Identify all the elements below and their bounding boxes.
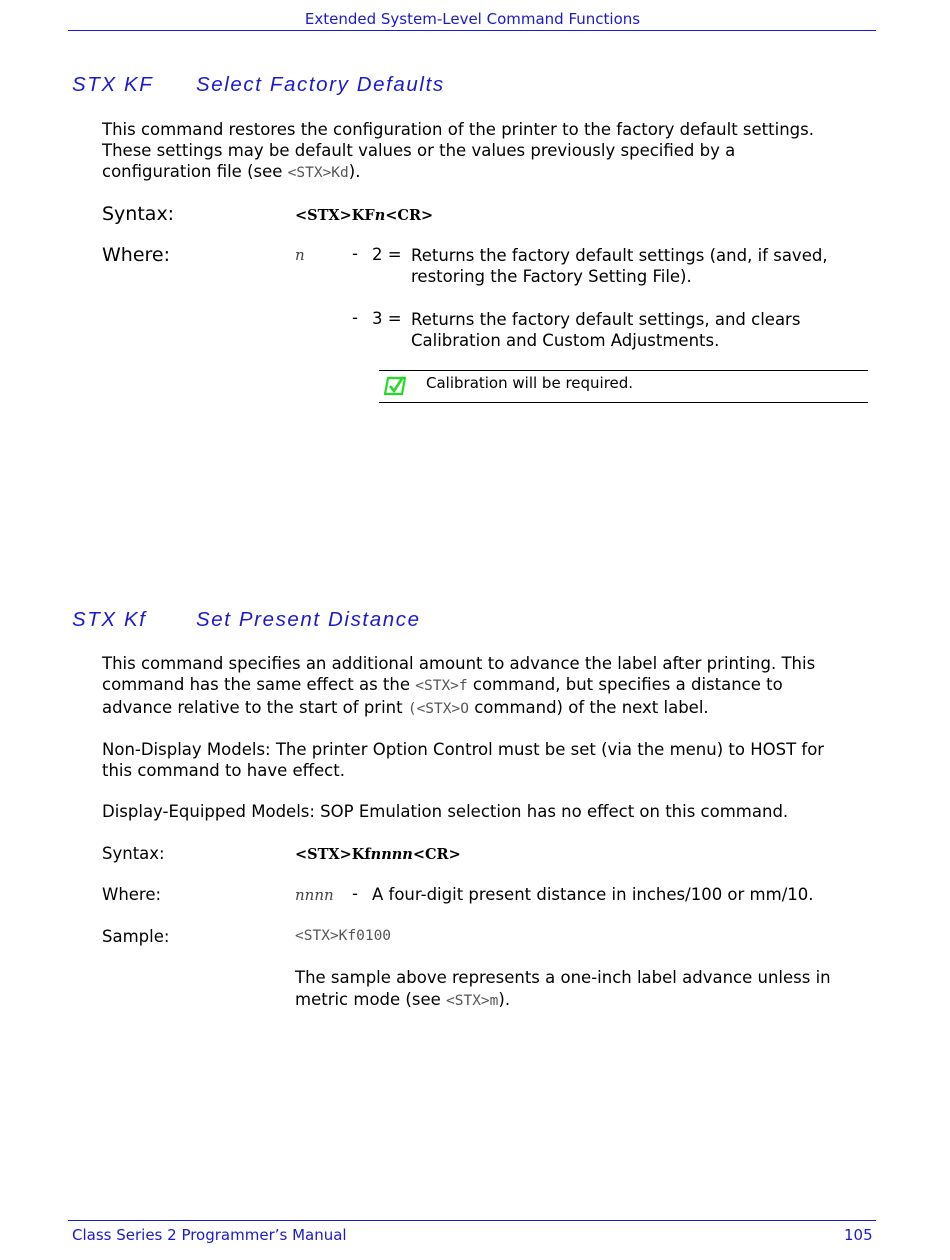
option-dash: - xyxy=(352,308,358,327)
intro-code: <STX>Kd xyxy=(287,165,349,181)
sample-note xyxy=(295,967,885,1012)
non-display-paragraph xyxy=(102,739,882,781)
intro-end: ). xyxy=(348,162,361,181)
intro-text-cont: command, but specifies a distance to advance relative to the start of print xyxy=(102,675,783,717)
param-description: A four-digit present distance in inches/100 or mm/10. xyxy=(372,885,814,904)
intro-code-2: (<STX>O xyxy=(407,701,469,717)
sample-note-code: <STX>m xyxy=(446,993,499,1009)
syntax-param: nnnn xyxy=(370,846,413,863)
command-code: STX KF xyxy=(72,73,154,96)
syntax-value xyxy=(295,844,461,863)
display-equipped-paragraph xyxy=(102,801,882,822)
command-name: Select Factory Defaults xyxy=(196,73,445,96)
section2-intro xyxy=(102,653,882,720)
option-number: 2 = xyxy=(372,245,402,264)
paragraph-text: Display-Equipped Models: SOP Emulation selection has no effect on this command. xyxy=(102,802,789,821)
syntax-suffix: <CR> xyxy=(412,846,461,863)
param-dash: - xyxy=(352,884,358,903)
option-text: Returns the factory default settings, and clears Calibration and Custom Adjustments. xyxy=(411,310,801,350)
intro-code: <STX>f xyxy=(415,678,468,694)
syntax-param: n xyxy=(374,207,386,224)
sample-value: <STX>Kf0100 xyxy=(295,928,392,944)
paragraph-text: Non-Display Models: The printer Option Control must be set (via the menu) to HOST for this command to have effect. xyxy=(102,740,825,780)
command-name: Set Present Distance xyxy=(196,608,421,631)
note-text: Calibration will be required. xyxy=(426,374,634,392)
section-heading-stx-kf xyxy=(72,73,572,99)
syntax-prefix: <STX>KF xyxy=(295,207,375,224)
checkmark-icon xyxy=(384,376,406,396)
param-name: n xyxy=(295,246,305,264)
syntax-value xyxy=(295,205,433,224)
where-label: Where: xyxy=(102,885,162,904)
option-text: Returns the factory default settings (and, if saved, restoring the Factory Setting File). xyxy=(411,246,828,286)
option-dash: - xyxy=(352,244,358,263)
param-name: nnnn xyxy=(295,886,334,904)
option-number: 3 = xyxy=(372,309,402,328)
command-code: STX Kf xyxy=(72,608,147,631)
sample-label: Sample: xyxy=(102,927,170,946)
page-number: 105 xyxy=(844,1226,873,1244)
footer-rule xyxy=(68,1220,876,1221)
intro-end: command) of the next label. xyxy=(468,698,709,717)
intro-text: This command restores the configuration of the printer to the factory default settings. These settings may be default values or the values previously specified by a configuration file (see xyxy=(102,120,814,181)
header-rule xyxy=(68,30,876,31)
syntax-suffix: <CR> xyxy=(385,207,434,224)
intro-text: This command specifies an additional amount to advance the label after printing. This command has the same effect as the xyxy=(102,654,816,694)
manual-title: Class Series 2 Programmer’s Manual xyxy=(72,1226,347,1244)
syntax-label: Syntax: xyxy=(102,203,175,225)
syntax-prefix: <STX>Kf xyxy=(295,846,371,863)
section-heading-stx-kf-lower xyxy=(72,608,572,634)
section1-intro xyxy=(102,119,882,184)
sample-note-text: The sample above represents a one-inch label advance unless in metric mode (see xyxy=(295,968,831,1009)
where-label: Where: xyxy=(102,244,171,266)
syntax-label: Syntax: xyxy=(102,844,165,863)
sample-note-end: ). xyxy=(498,990,511,1009)
note-box xyxy=(379,370,868,403)
running-header: Extended System-Level Command Functions xyxy=(304,10,641,28)
